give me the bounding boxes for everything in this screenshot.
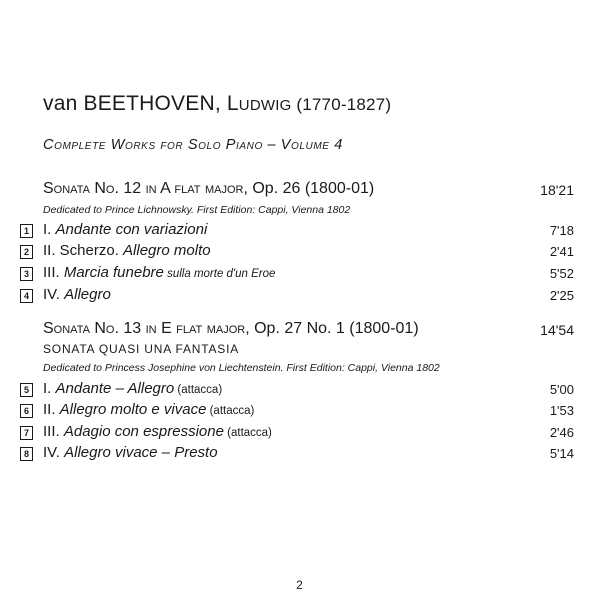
track-movement: Allegro molto e vivace bbox=[59, 401, 207, 418]
track-movement: Andante con variazioni bbox=[55, 221, 208, 238]
track-duration: 5'00 bbox=[549, 382, 574, 397]
track-number-box: 5 bbox=[20, 383, 33, 397]
work-title-caps: Sonata No. 13 in E flat major bbox=[43, 320, 246, 337]
track-title bbox=[43, 286, 111, 303]
track-note: (attacca) bbox=[206, 405, 255, 417]
track-duration: 7'18 bbox=[549, 223, 574, 238]
track-duration: 2'25 bbox=[549, 288, 574, 303]
track-note: sulla morte d'un Eroe bbox=[163, 268, 276, 280]
track-numeral: III. bbox=[43, 423, 64, 440]
page-number: 2 bbox=[296, 578, 303, 592]
work-duration: 18'21 bbox=[540, 182, 574, 198]
track-title bbox=[43, 380, 222, 397]
track-movement: Andante – Allegro bbox=[55, 380, 175, 397]
track-numeral: III. bbox=[43, 264, 64, 281]
track-movement: Allegro vivace – Presto bbox=[64, 444, 218, 461]
track-number-box: 4 bbox=[20, 289, 33, 303]
track-title bbox=[43, 423, 272, 440]
track-numeral: IV. bbox=[43, 444, 65, 461]
composer-dates: (1770-1827) bbox=[291, 95, 392, 114]
track-movement: Allegro molto bbox=[123, 242, 211, 259]
track-title bbox=[43, 444, 218, 461]
track-title bbox=[43, 242, 211, 259]
work-dedication: Dedicated to Prince Lichnowsky. First Edition: Cappi, Vienna 1802 bbox=[43, 204, 351, 216]
track-number-box: 1 bbox=[20, 224, 33, 238]
track-number-box: 6 bbox=[20, 404, 33, 418]
work-title-rest: , Op. 27 No. 1 (1800-01) bbox=[245, 320, 419, 337]
work-title bbox=[43, 320, 419, 338]
track-title bbox=[43, 264, 275, 281]
track-number-box: 7 bbox=[20, 426, 33, 440]
track-movement: Adagio con espressione bbox=[63, 423, 224, 440]
track-numeral: II. bbox=[43, 401, 60, 418]
composer-first-name: Ludwig bbox=[226, 92, 292, 115]
track-numeral: I. bbox=[43, 221, 56, 238]
track-movement: Allegro bbox=[64, 286, 111, 303]
track-numeral: II. Scherzo. bbox=[43, 242, 124, 259]
track-title bbox=[43, 401, 254, 418]
composer-prefix: van bbox=[43, 92, 84, 115]
track-duration: 1'53 bbox=[549, 403, 574, 418]
track-number-box: 2 bbox=[20, 245, 33, 259]
track-number-box: 3 bbox=[20, 267, 33, 281]
work-subtitle: SONATA QUASI UNA FANTASIA bbox=[43, 342, 240, 356]
track-movement: Marcia funebre bbox=[63, 264, 164, 281]
track-numeral: I. bbox=[43, 380, 56, 397]
work-dedication: Dedicated to Princess Josephine von Liechtenstein. First Edition: Cappi, Vienna 1802 bbox=[43, 362, 440, 374]
track-duration: 5'14 bbox=[549, 446, 574, 461]
track-numeral: IV. bbox=[43, 286, 65, 303]
composer-heading bbox=[43, 92, 391, 116]
track-title bbox=[43, 221, 207, 238]
track-duration: 5'52 bbox=[549, 266, 574, 281]
work-title bbox=[43, 180, 374, 198]
work-title-rest: , Op. 26 (1800-01) bbox=[243, 180, 375, 197]
track-duration: 2'41 bbox=[549, 244, 574, 259]
composer-surname: BEETHOVEN, bbox=[83, 92, 227, 115]
work-title-caps: Sonata No. 12 in A flat major bbox=[43, 180, 244, 197]
track-note: (attacca) bbox=[174, 384, 223, 396]
track-note: (attacca) bbox=[223, 427, 272, 439]
track-number-box: 8 bbox=[20, 447, 33, 461]
work-duration: 14'54 bbox=[540, 322, 574, 338]
volume-subtitle: Complete Works for Solo Piano – Volume 4 bbox=[43, 137, 343, 153]
track-duration: 2'46 bbox=[549, 425, 574, 440]
